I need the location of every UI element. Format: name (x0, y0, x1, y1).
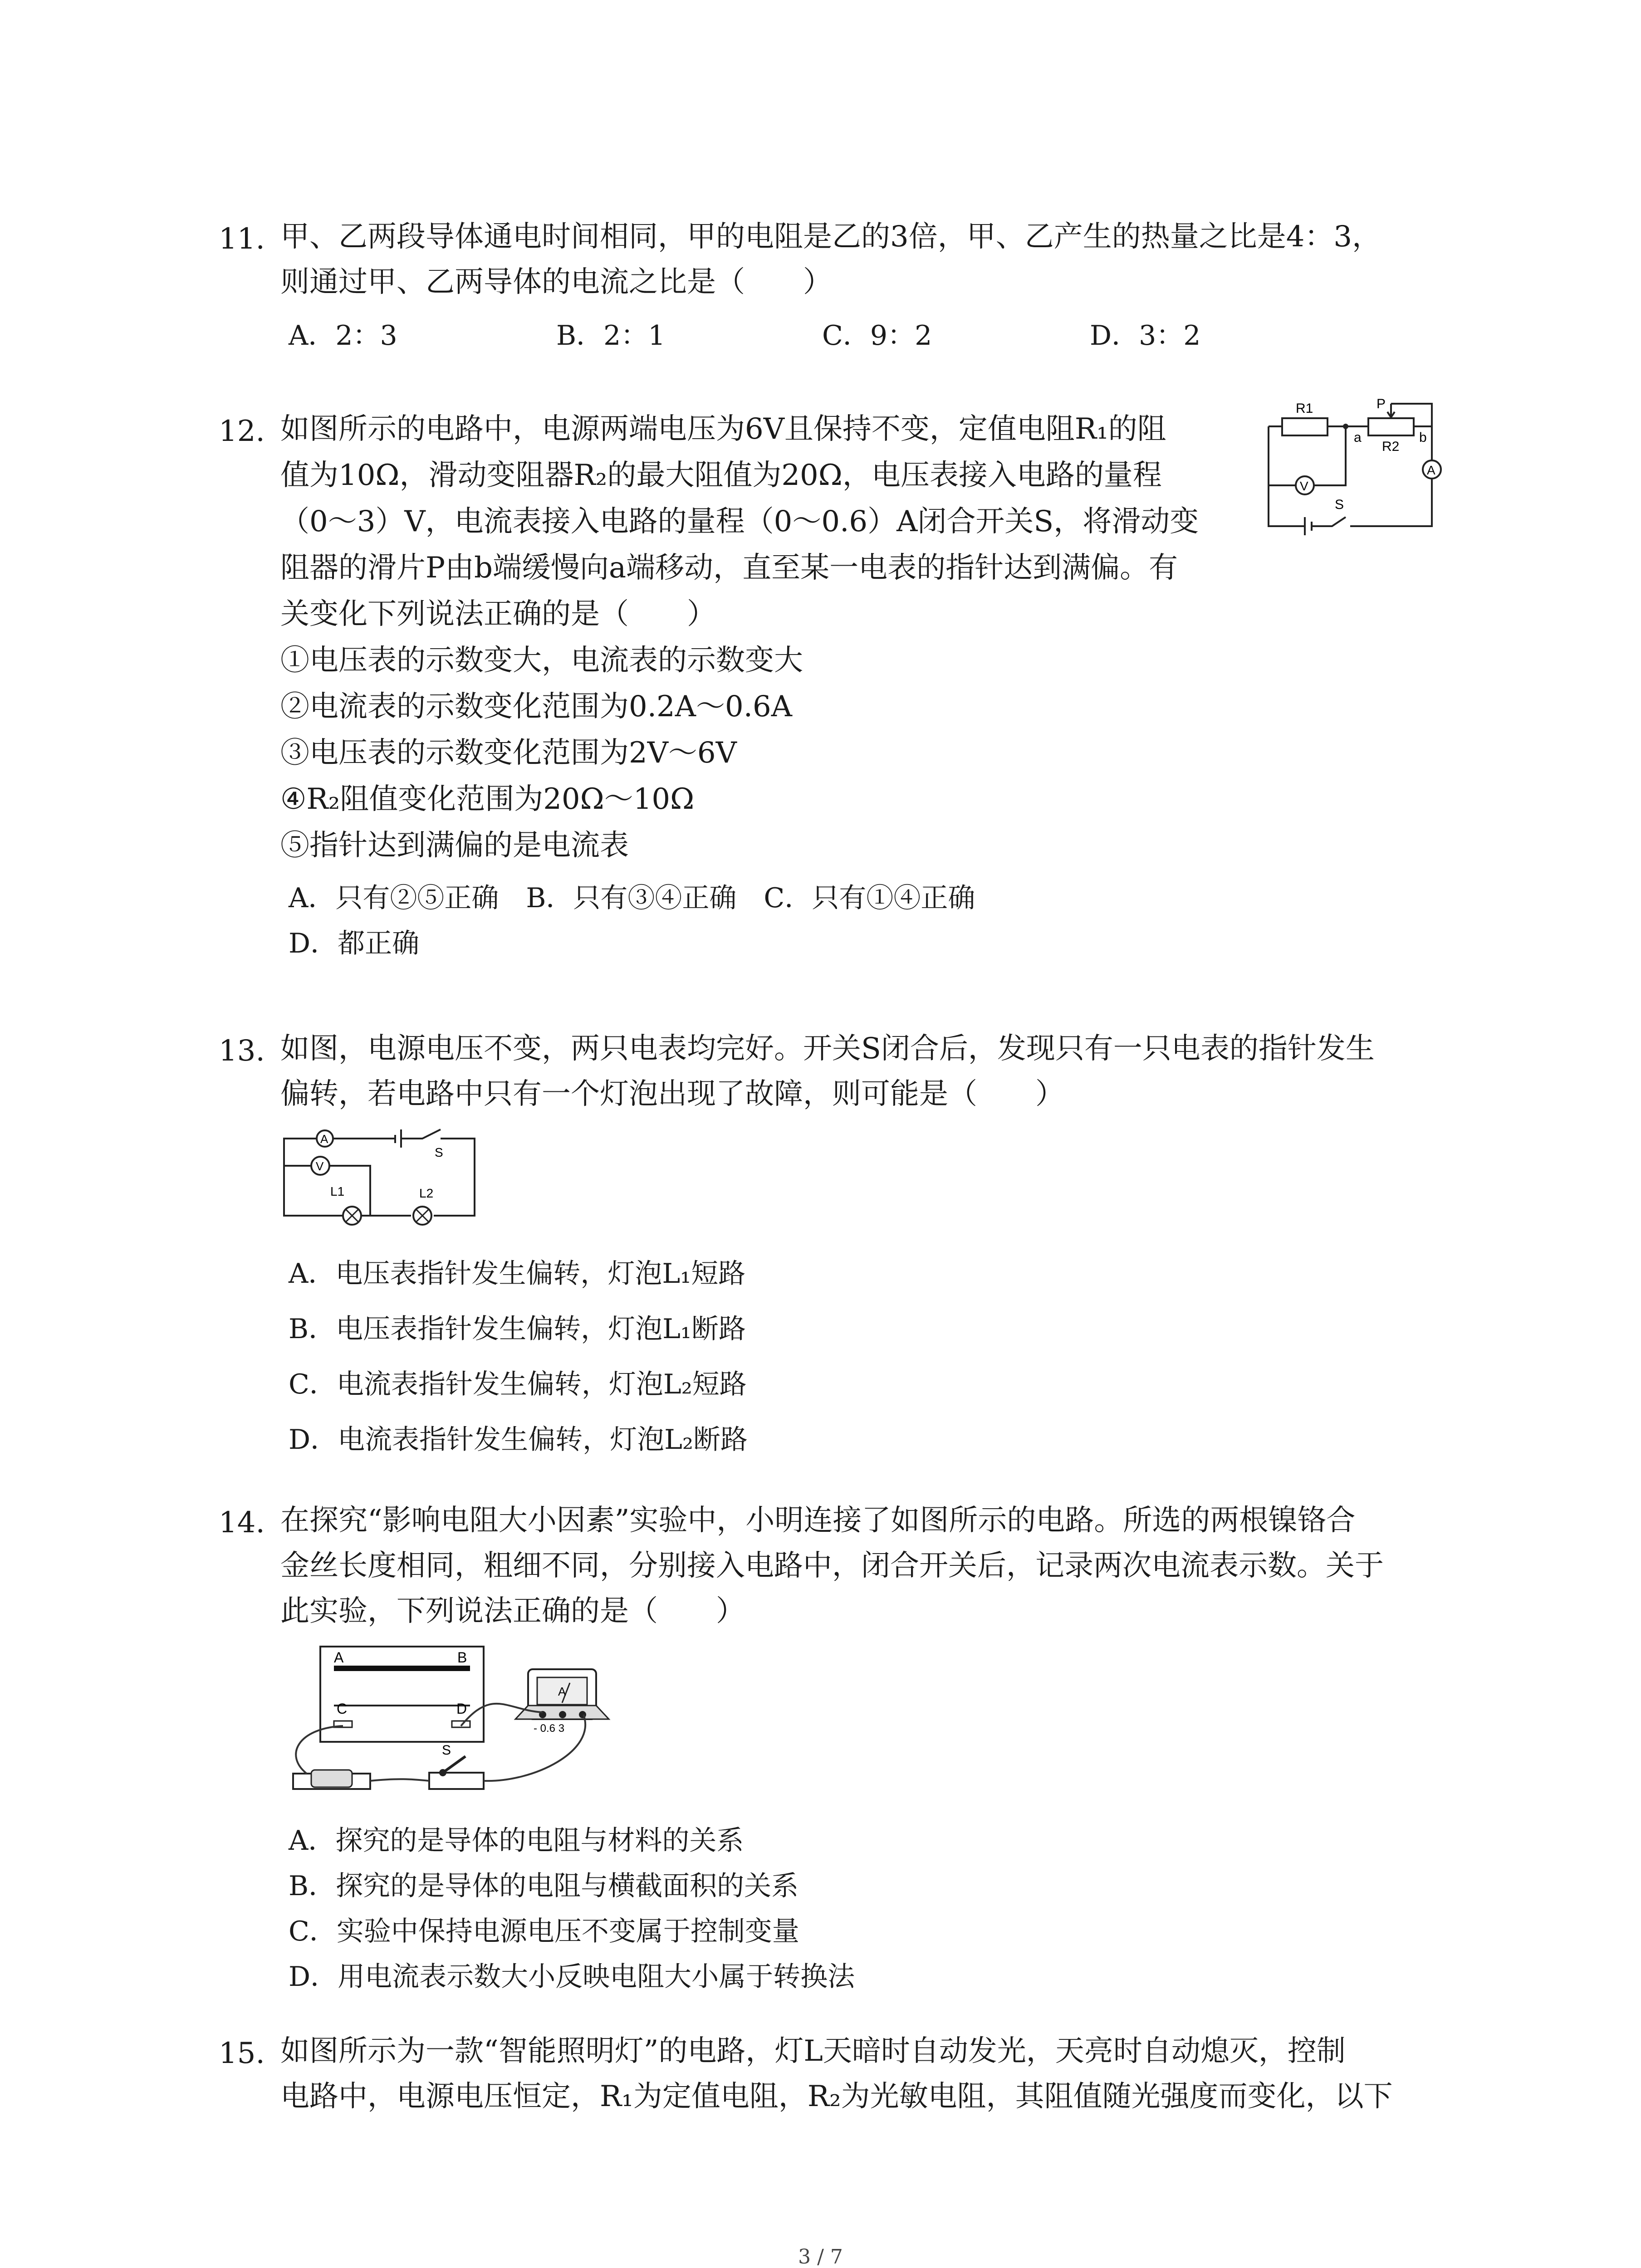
statement-4: ④R₂阻值变化范围为20Ω～10Ω (280, 782, 695, 816)
meter-symbol: A (558, 1685, 566, 1698)
label-l1: L1 (330, 1184, 345, 1198)
label-s: S (1335, 497, 1344, 512)
question-number: 11. (219, 222, 265, 256)
option-a: A．电压表指针发生偏转，灯泡L₁短路 (289, 1258, 746, 1290)
ammeter-icon: A (320, 1132, 328, 1146)
option-d: D．3：2 (1090, 320, 1201, 352)
option-d: D．用电流表示数大小反映电阻大小属于转换法 (289, 1961, 855, 1993)
option-d: D．电流表指针发生偏转，灯泡L₂断路 (289, 1424, 748, 1456)
question-text: 如图所示的电路中，电源两端电压为6V且保持不变，定值电阻R₁的阻 (280, 412, 1166, 446)
question-text: 如图，电源电压不变，两只电表均完好。开关S闭合后，发现只有一只电表的指针发生 (280, 1032, 1375, 1066)
statement-2: ②电流表的示数变化范围为0.2A～0.6A (280, 690, 792, 723)
label-b: b (1419, 430, 1427, 445)
question-text: 甲、乙两段导体通电时间相同，甲的电阻是乙的3倍，甲、乙产生的热量之比是4：3， (280, 220, 1381, 254)
question-number: 12. (219, 415, 265, 448)
page-number: 3 / 7 (798, 2245, 843, 2268)
label-r1: R1 (1296, 401, 1313, 416)
option-a: A．2：3 (289, 320, 397, 352)
label-l2: L2 (419, 1186, 434, 1200)
experiment-figure-q14 (279, 1637, 642, 1805)
question-text: 值为10Ω，滑动变阻器R₂的最大阻值为20Ω，电压表接入电路的量程 (280, 459, 1162, 492)
label-p: P (1376, 396, 1386, 411)
circuit-figure-q12 (1232, 395, 1450, 544)
question-text: （0～3）V，电流表接入电路的量程（0～0.6）A闭合开关S，将滑动变 (280, 505, 1199, 538)
label-r2: R2 (1382, 439, 1400, 454)
question-number: 14. (219, 1506, 265, 1540)
label-a: a (1354, 430, 1362, 445)
question-text: 在探究“影响电阻大小因素”实验中，小明连接了如图所示的电路。所选的两根镍铬合 (280, 1504, 1356, 1537)
statement-5: ⑤指针达到满偏的是电流表 (280, 829, 629, 862)
option-c: C．实验中保持电源电压不变属于控制变量 (289, 1916, 799, 1947)
meter-scale: - 0.6 3 (534, 1722, 565, 1735)
question-number: 15. (219, 2037, 265, 2070)
question-text: 偏转，若电路中只有一个灯泡出现了故障，则可能是（ ） (280, 1077, 1064, 1111)
statement-1: ①电压表的示数变大，电流表的示数变大 (280, 644, 803, 677)
question-text: 金丝长度相同，粗细不同，分别接入电路中，闭合开关后，记录两次电流表示数。关于 (280, 1549, 1384, 1583)
option-b: B．探究的是导体的电阻与横截面积的关系 (289, 1870, 799, 1902)
voltmeter-icon: V (1300, 479, 1308, 493)
statement-3: ③电压表的示数变化范围为2V～6V (280, 736, 737, 770)
option-d: D．都正确 (289, 928, 420, 959)
option-a: A．探究的是导体的电阻与材料的关系 (289, 1825, 744, 1857)
voltmeter-icon: V (316, 1159, 324, 1173)
label-s: S (435, 1145, 443, 1159)
question-text: 则通过甲、乙两导体的电流之比是（ ） (280, 265, 832, 299)
circuit-figure-q13 (275, 1125, 488, 1229)
question-text: 阻器的滑片P由b端缓慢向a端移动，直至某一电表的指针达到满偏。有 (280, 551, 1178, 585)
label-c: C (337, 1701, 348, 1717)
switch-device (429, 1756, 484, 1789)
question-text: 此实验，下列说法正确的是（ ） (280, 1594, 745, 1628)
option-b: B．2：1 (556, 320, 666, 352)
question-text: 电路中，电源电压恒定，R₁为定值电阻，R₂为光敏电阻，其阻值随光强度而变化，以下 (280, 2080, 1393, 2113)
question-number: 13. (219, 1034, 265, 1068)
option-c: C．9：2 (822, 320, 932, 352)
label-s: S (442, 1743, 451, 1758)
label-a: A (334, 1649, 344, 1666)
ammeter-icon: A (1427, 463, 1435, 477)
question-text: 如图所示为一款“智能照明灯”的电路，灯L天暗时自动发光，天亮时自动熄灭，控制 (280, 2034, 1346, 2068)
question-text: 关变化下列说法正确的是（ ） (280, 597, 716, 631)
option-c: C．电流表指针发生偏转，灯泡L₂短路 (289, 1369, 747, 1400)
option-b: B．电压表指针发生偏转，灯泡L₁断路 (289, 1313, 746, 1345)
options-row: A．只有②⑤正确 B．只有③④正确 C．只有①④正确 (289, 882, 975, 914)
label-d: D (456, 1701, 467, 1717)
label-b: B (457, 1649, 467, 1666)
